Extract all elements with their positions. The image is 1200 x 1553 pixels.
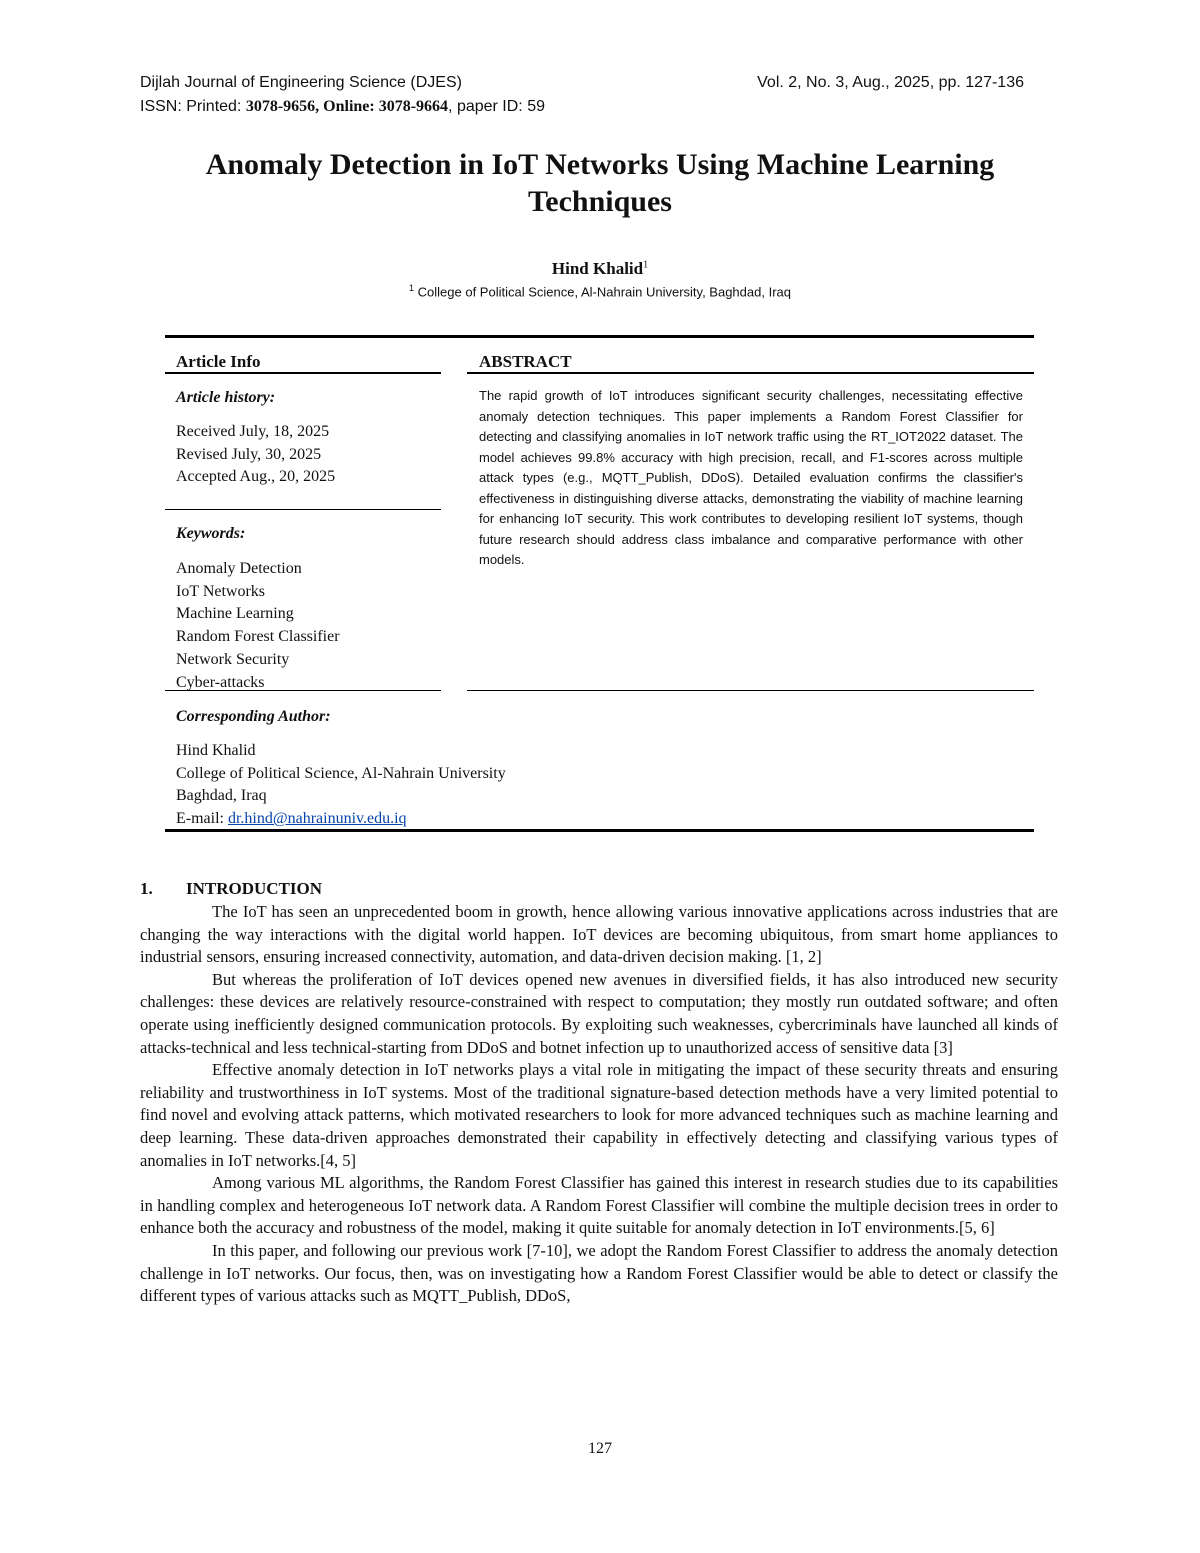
volume-info: Vol. 2, No. 3, Aug., 2025, pp. 127-136	[757, 74, 1024, 91]
corresponding-name: Hind Khalid	[176, 742, 256, 759]
section-number: 1.	[140, 879, 153, 898]
title-line-1: Anomaly Detection in IoT Networks Using Machine Learning	[205, 148, 995, 181]
paragraph: Effective anomaly detection in IoT networks plays a vital role in mitigating the impact of these security threats and ensuring reliability and trustworthiness in IoT systems. Most of the traditional signature-based detection methods have a very limited potential to find novel and evolving attack patterns, which motivated researchers to look for more advanced techniques such as machine learning and deep learning. These data-driven approaches demonstrated their capability in effectively detecting and classifying various types of anomalies in IoT networks.[4, 5]	[140, 1060, 1058, 1170]
author	[0, 259, 1200, 279]
article-info-heading: Article Info	[176, 352, 261, 371]
article-history-dates	[176, 421, 335, 489]
journal-name: Dijlah Journal of Engineering Science (DJES)	[140, 74, 462, 91]
article-info-rule	[165, 372, 441, 374]
abstract-bottom-rule	[467, 690, 1034, 691]
keyword-item: Random Forest Classifier	[176, 628, 340, 646]
keywords-heading: Keywords:	[176, 525, 246, 542]
accepted-date: Accepted Aug., 20, 2025	[176, 468, 336, 486]
issn-mid: , Online:	[315, 98, 379, 115]
page-number: 127	[588, 1440, 612, 1457]
title-line-2: Techniques	[528, 185, 672, 218]
abstract-rule	[467, 372, 1034, 374]
issn-line	[140, 98, 545, 116]
keyword-item: IoT Networks	[176, 582, 266, 600]
keyword-item: Cyber-attacks	[176, 673, 265, 691]
revised-date: Revised July, 30, 2025	[176, 445, 322, 463]
paper-title	[140, 146, 1060, 220]
abstract-text: The rapid growth of IoT introduces significant security challenges, necessitating effective anomaly detection techniques. This paper implements a Random Forest Classifier for detecting and classifying anomalies in IoT network traffic using the RT_IOT2022 dataset. The model achieves 99.8% accuracy with high precision, recall, and F1-scores across multiple attack types (e.g., MQTT_Publish, DDoS). Detailed evaluation confirms the classifier's effectiveness in distinguishing diverse attacks, demonstrating the viability of machine learning for enhancing IoT security. This work contributes to developing resilient IoT systems, though future research should address class imbalance and comparative performance with other models.	[479, 388, 1023, 567]
issn-prefix: ISSN: Printed:	[140, 98, 246, 115]
introduction-heading	[140, 879, 322, 899]
paragraph: The IoT has seen an unprecedented boom in growth, hence allowing various innovative applications across industries that are changing the way interactions with the digital world happen. IoT devices are becoming ubiquitous, from smart home appliances to industrial sensors, ensuring increased connectivity, automation, and data-driven decision making. [1, 2]	[140, 902, 1058, 967]
paragraph: In this paper, and following our previous work [7-10], we adopt the Random Forest Classifier to address the anomaly detection challenge in IoT networks. Our focus, then, was on investigating how a Random Forest Classifier would be able to detect or classify the different types of various attacks such as MQTT_Publish, DDoS,	[140, 1240, 1058, 1306]
affiliation-text: College of Political Science, Al-Nahrain University, Baghdad, Iraq	[417, 284, 791, 300]
corresponding-author-details	[176, 740, 506, 831]
received-date: Received July, 18, 2025	[176, 423, 330, 440]
issn-suffix: , paper ID: 59	[448, 98, 545, 115]
corresponding-institution: College of Political Science, Al-Nahrain University	[176, 764, 506, 782]
issn-printed: 3078-9656	[245, 98, 316, 115]
affiliation-sup: 1	[409, 283, 415, 293]
info-box-top-rule	[165, 335, 1034, 338]
author-name: Hind Khalid	[551, 259, 644, 278]
abstract-heading: ABSTRACT	[479, 352, 572, 371]
email-label: E-mail:	[176, 810, 228, 828]
issn-online: 3078-9664	[378, 98, 449, 115]
affiliation	[0, 283, 1200, 299]
introduction-body	[140, 901, 1058, 1308]
keyword-item: Anomaly Detection	[176, 560, 302, 577]
email-link[interactable]: dr.hind@nahrainuniv.edu.iq	[227, 810, 407, 828]
keywords-top-rule	[165, 509, 441, 510]
article-history-heading: Article history:	[176, 389, 276, 406]
corresponding-city: Baghdad, Iraq	[176, 787, 267, 805]
paragraph: But whereas the proliferation of IoT devices opened new avenues in diversified fields, it has also introduced new security challenges: these devices are relatively resource-constrained with respect to computation; they mostly run outdated software; and often operate using inefficiently designed communication protocols. By exploiting such weaknesses, cybercriminals have launched all kinds of attacks-technical and less technical-starting from DDoS and botnet infection up to unauthorized access of sensitive data [3]	[140, 969, 1058, 1057]
running-header	[140, 74, 1024, 92]
email-line	[176, 808, 506, 831]
keyword-item: Machine Learning	[176, 605, 294, 623]
section-title: INTRODUCTION	[186, 879, 323, 898]
paragraph: Among various ML algorithms, the Random Forest Classifier has gained this interest in research studies due to its capabilities in handling complex and heterogeneous IoT network data. A Random Forest Classifier will combine the multiple decision trees in order to enhance both the accuracy and robustness of the model, making it quite suitable for anomaly detection in IoT environments.[5, 6]	[140, 1173, 1058, 1238]
keyword-item: Network Security	[176, 650, 290, 668]
corresponding-author-heading: Corresponding Author:	[176, 708, 331, 725]
author-sup: 1	[643, 259, 649, 271]
keywords-list	[176, 558, 340, 694]
